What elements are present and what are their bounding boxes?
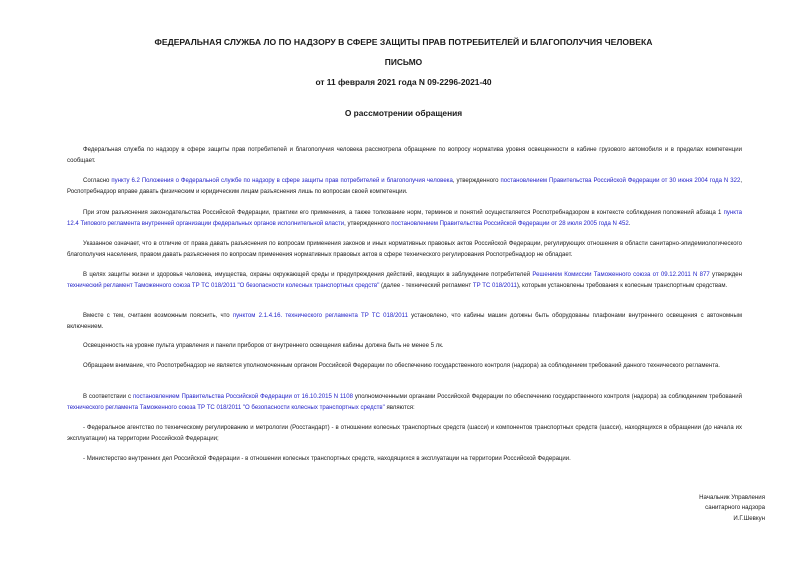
signature-block [699,493,765,524]
paragraph-8 [67,361,742,372]
link-commission-decision-877[interactable]: Решением Комиссии Таможенного союза от 09.12.2011 N 877 [532,272,710,278]
paragraph-4 [67,239,742,260]
link-technical-regulation-2[interactable]: технического регламента Таможенного союза ТР ТС 018/2011 "О безопасности колесных транспортных средств" [67,404,385,411]
paragraph-text: Указанное означает, что в отличие от права давать разъяснения по вопросам применения законов и иных нормативных правовых актов Российской Федерации, регулирующих отношения в области санитарно-эпидемиологического благополучия населения, правом давать разъяснения по вопросам применения нормативных правовых актов в сфере технического регулирования Роспотребнадзор не обладает. [67,241,742,258]
paragraph-text: , Роспотребнадзор вправе давать физическим и юридическим лицам разъяснения лишь по вопросам своей компетенции. [67,178,742,195]
paragraph-11 [67,454,742,465]
paragraph-10 [67,423,742,444]
paragraph-text: , утвержденного [344,220,392,227]
signature-position: Начальник Управления [699,494,765,501]
link-regulation-clause[interactable]: пункту 6.2 Положения о Федеральной службе по надзору в сфере защиты прав потребителей и благополучия человека [111,178,453,184]
paragraph-5 [67,270,742,291]
paragraph-7 [67,341,742,352]
paragraph-text: При этом разъяснения законодательства Российской Федерации, практики его применения, а также толкование норм, терминов и понятий осуществляется Роспотребнадзором в контексте соблюдения положений абзаца 1 [83,210,724,216]
paragraph-3 [67,208,742,229]
paragraph-text: . [628,220,631,227]
paragraph-text: - Министерство внутренних дел Российской Федерации - в отношении колесных транспортных средств, находящихся в эксплуатации на территории Российской Федерации. [83,456,571,462]
paragraph-9 [67,392,742,413]
signature-department: санитарного надзора [705,504,765,512]
link-government-decree-1108[interactable]: постановлением Правительства Российской Федерации от 16.10.2015 N 1108 [132,394,354,400]
link-typical-regulation[interactable]: пункта 12.4 Типового регламента внутренней организации федеральных органов исполнительной власти [67,210,742,227]
paragraph-text: являются: [384,404,415,411]
document-subject: О рассмотрении обращения [344,108,463,118]
paragraph-1 [67,145,742,166]
link-government-decree-452[interactable]: постановлением Правительства Российской Федерации от 28 июля 2005 года N 452 [391,220,629,227]
paragraph-text: Согласно [83,178,112,184]
paragraph-2 [67,176,742,197]
document-date-number: от 11 февраля 2021 года N 09-2296-2021-40 [315,77,492,87]
paragraph-text: установлено, что кабины машин должны быть оборудованы плафонами внутреннего освещения с автономным включением. [67,313,742,330]
link-government-decree-322[interactable]: постановлением Правительства Российской Федерации от 30 июня 2004 года N 322 [500,178,741,184]
paragraph-text: Освещенность на уровне пульта управления и панели приборов от внутреннего освещения кабины должна быть не менее 5 лк. [83,343,444,349]
paragraph-text: Обращаем внимание, что Роспотребнадзор не является уполномоченным органом Российской Федерации по обеспечению государственного контроля (надзора) за соблюдением требований данного технического регламента. [83,363,720,369]
paragraph-text: Вместе с тем, считаем возможным пояснить, что [83,313,233,319]
link-clause-2-1-4-16[interactable]: пунктом 2.1.4.16. технического регламента ТР ТС 018/2011 [232,313,408,319]
paragraph-text: (далее - технический регламент [379,282,473,289]
paragraph-text: , утвержденного [452,178,501,184]
paragraph-text: Федеральная служба по надзору в сфере защиты прав потребителей и благополучия человека рассмотрела обращение по вопросу норматива уровня освещенности в кабине грузового автомобиля и в пределах компетенции сообщает. [67,147,742,164]
link-technical-regulation[interactable]: технический регламент Таможенного союза ТР ТС 018/2011 "О безопасности колесных транспортных средств" [67,282,380,289]
paragraph-text: ), которым установлены требования к колесным транспортным средствам. [516,282,728,289]
document-type: ПИСЬМО [384,57,423,67]
link-tr-ts-018[interactable]: ТР ТС 018/2011 [472,282,517,289]
paragraph-text: утвержден [709,272,742,278]
signature-name: И.Г.Шевкун [733,514,765,522]
paragraph-text: В целях защиты жизни и здоровья человека, имущества, охраны окружающей среды и предупреждения действий, вводящих в заблуждение потребителей [83,272,533,278]
paragraph-text: уполномоченными органами Российской Федерации по обеспечению государственного контроля (надзора) за соблюдением требований [353,394,742,400]
paragraph-6 [67,311,742,332]
agency-title: ФЕДЕРАЛЬНАЯ СЛУЖБА ЛО ПО НАДЗОРУ В СФЕРЕ ЗАЩИТЫ ПРАВ ПОТРЕБИТЕЛЕЙ И БЛАГОПОЛУЧИЯ ЧЕЛОВЕКА [154,37,653,47]
paragraph-text: - Федеральное агентство по техническому регулированию и метрологии (Росстандарт) - в отношении колесных транспортных средств (шасси) и компонентов транспортных средств (шасси), находящихся в обращении (до начала их эксплуатации) на территории Российской Федерации; [67,425,742,442]
paragraph-text: В соответствии с [83,394,133,400]
